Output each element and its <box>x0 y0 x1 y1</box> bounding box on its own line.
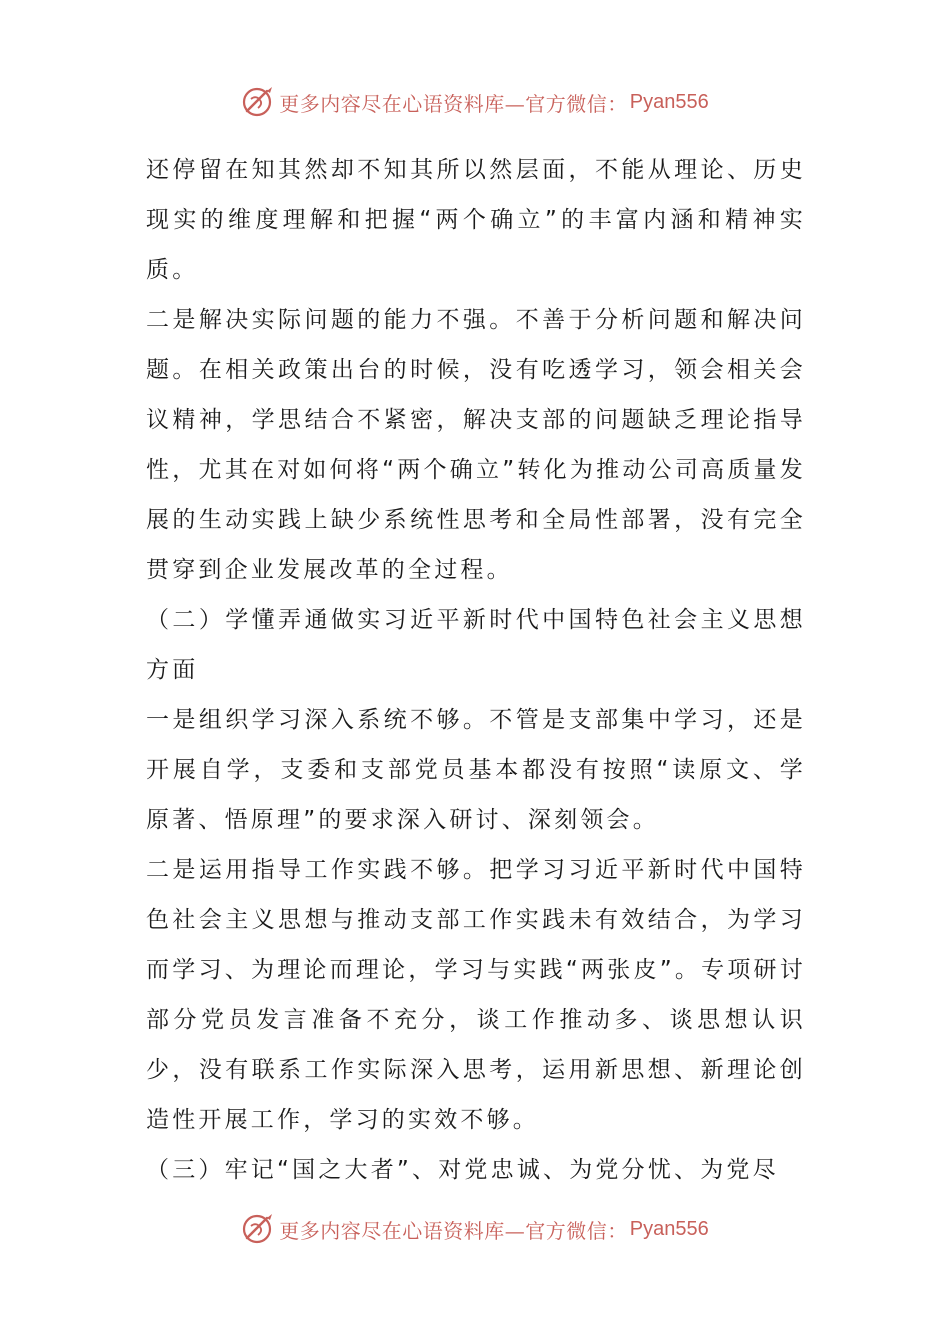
document-body <box>146 145 806 1195</box>
footer-banner <box>0 1209 950 1249</box>
footer-banner-text: 更多内容尽在心语资料库—官方微信： <box>279 1218 628 1243</box>
paragraph: 二是解决实际问题的能力不强。不善于分析问题和解决问题。在相关政策出台的时候，没有吃透学习，领会相关会议精神，学思结合不紧密，解决支部的问题缺乏理论指导性，尤其在对如何将“两个确立”转化为推动公司高质量发展的生动实践上缺少系统性思考和全局性部署，没有完全贯穿到企业发展改革的全过程。 <box>146 307 806 583</box>
pen-logo-icon <box>241 85 275 119</box>
footer-banner-handle: Pyan556 <box>629 1217 709 1240</box>
header-banner-handle: Pyan556 <box>629 90 709 113</box>
header-banner-text: 更多内容尽在心语资料库—官方微信： <box>279 91 628 116</box>
paragraph: 还停留在知其然却不知其所以然层面，不能从理论、历史现实的维度理解和把握“两个确立”的丰富内涵和精神实质。 <box>146 157 806 283</box>
section-heading: （三）牢记“国之大者”、对党忠诚、为党分忧、为党尽 <box>146 1157 779 1183</box>
header-banner <box>0 82 950 122</box>
pen-logo-icon <box>241 1212 275 1246</box>
paragraph: 二是运用指导工作实践不够。把学习习近平新时代中国特色社会主义思想与推动支部工作实践未有效结合，为学习而学习、为理论而理论，学习与实践“两张皮”。专项研讨部分党员发言准备不充分，谈工作推动多、谈思想认识少，没有联系工作实际深入思考，运用新思想、新理论创造性开展工作，学习的实效不够。 <box>146 857 806 1133</box>
paragraph: 一是组织学习深入系统不够。不管是支部集中学习，还是开展自学，支委和支部党员基本都没有按照“读原文、学原著、悟原理”的要求深入研讨、深刻领会。 <box>146 707 806 833</box>
section-heading: （二）学懂弄通做实习近平新时代中国特色社会主义思想方面 <box>146 607 806 683</box>
